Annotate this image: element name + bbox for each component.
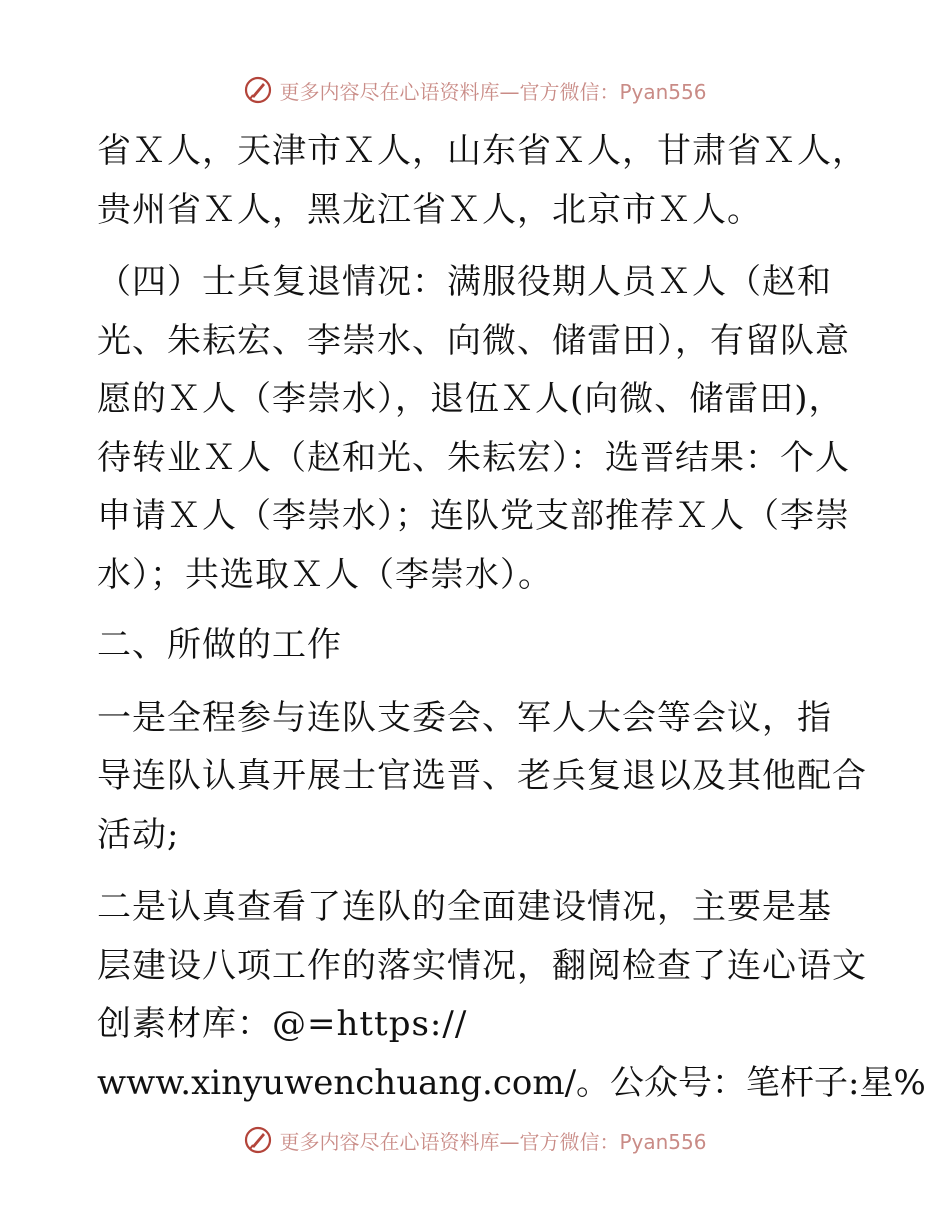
text-line: 活动; [97, 814, 180, 855]
quill-pen-logo-icon [243, 1125, 273, 1155]
text-line: 光、朱耘宏、李崇水、向微、储雷田），有留队意 [97, 320, 850, 361]
text-line: （四）士兵复退情况：满服役期人员Ｘ人（赵和 [97, 262, 832, 302]
text-line: 创素材库：@=https:// [97, 1004, 468, 1044]
paragraph-provinces [97, 122, 867, 239]
heading-text: 二、所做的工作 [97, 625, 342, 665]
text-line: 申请Ｘ人（李崇水）；连队党支部推荐Ｘ人（李崇 [97, 496, 850, 536]
document-body [97, 122, 926, 1124]
text-line: 导连队认真开展士官选晋、老兵复退以及其他配合 [97, 756, 867, 796]
text-line: 一是全程参与连队支委会、军人大会等会议，指 [97, 697, 832, 738]
section-heading [97, 616, 857, 675]
header-watermark [0, 70, 950, 110]
text-line: 省Ｘ人，天津市Ｘ人，山东省Ｘ人，甘肃省Ｘ人， [97, 131, 867, 171]
text-line: www.xinyuwenchuang.com/。公众号：笔杆子:星% [97, 1062, 926, 1103]
paragraph-soldier-retirement [97, 253, 857, 604]
watermark-text: 更多内容尽在心语资料库—官方微信：Pyan556 [279, 79, 707, 104]
text-line: 水）；共选取Ｘ人（李崇水）。 [97, 554, 553, 595]
text-line: 愿的Ｘ人（李崇水），退伍Ｘ人(向微、储雷田)， [97, 379, 844, 419]
text-line: 层建设八项工作的落实情况，翻阅检查了连心语文 [97, 945, 867, 986]
watermark-text: 更多内容尽在心语资料库—官方微信：Pyan556 [279, 1129, 707, 1154]
paragraph-work-two [97, 878, 926, 1112]
text-line: 待转业Ｘ人（赵和光、朱耘宏）：选晋结果：个人 [97, 437, 850, 478]
text-line: 贵州省Ｘ人，黑龙江省Ｘ人，北京市Ｘ人。 [97, 189, 762, 230]
quill-pen-logo-icon [243, 75, 273, 105]
footer-watermark [0, 1120, 950, 1160]
text-line: 二是认真查看了连队的全面建设情况，主要是基 [97, 887, 832, 927]
paragraph-work-one [97, 689, 867, 865]
